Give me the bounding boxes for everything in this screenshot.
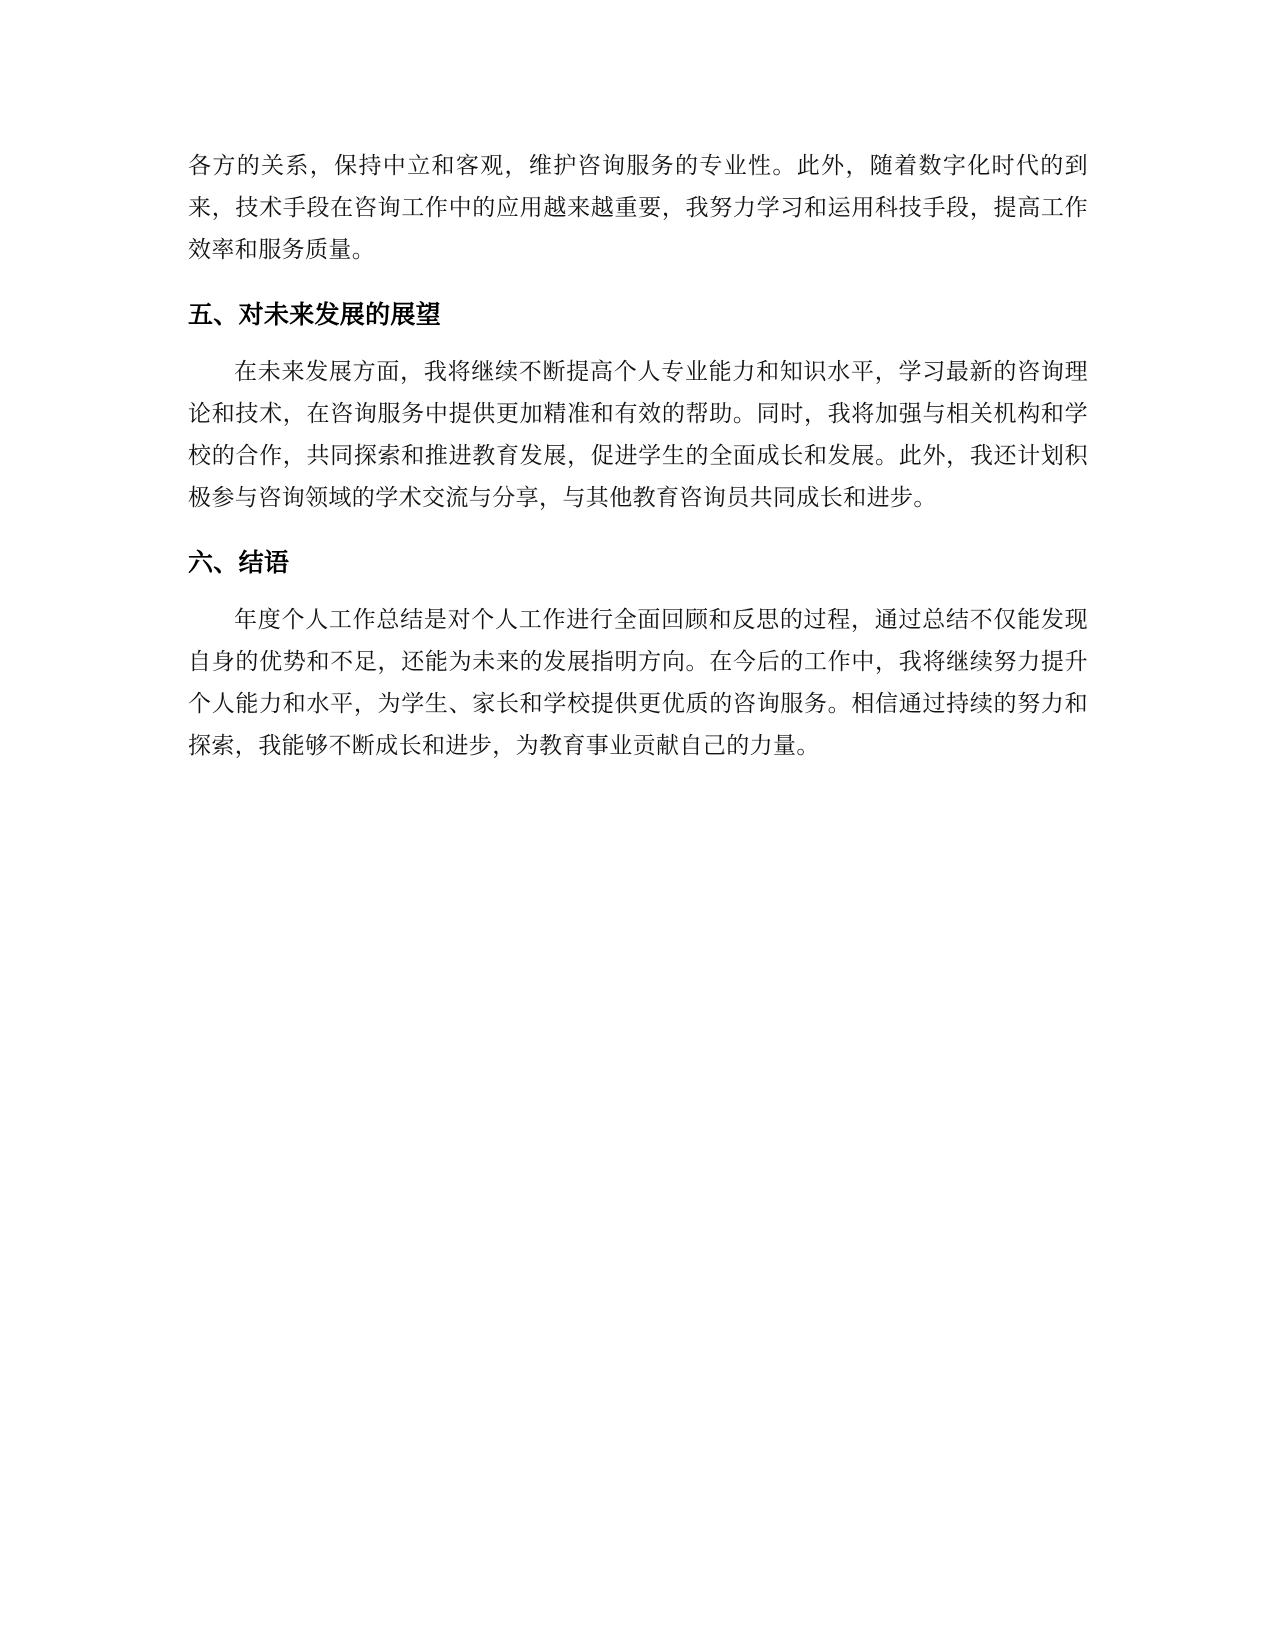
section-heading-6: 六、结语 bbox=[188, 548, 290, 577]
section-paragraph-5: 在未来发展方面，我将继续不断提高个人专业能力和知识水平，学习最新的咨询理论和技术，在咨询服务中提供更加精准和有效的帮助。同时，我将加强与相关机构和学校的合作，共同探索和推进教育发展，促进学生的全面成长和发展。此外，我还计划积极参与咨询领域的学术交流与分享，与其他教育咨询员共同成长和进步。 bbox=[188, 359, 1088, 511]
section-paragraph-6: 年度个人工作总结是对个人工作进行全面回顾和反思的过程，通过总结不仅能发现自身的优势和不足，还能为未来的发展指明方向。在今后的工作中，我将继续努力提升个人能力和水平，为学生、家长和学校提供更优质的咨询服务。相信通过持续的努力和探索，我能够不断成长和进步，为教育事业贡献自己的力量。 bbox=[188, 607, 1088, 759]
section-heading-5: 五、对未来发展的展望 bbox=[188, 300, 442, 329]
intro-paragraph: 各方的关系，保持中立和客观，维护咨询服务的专业性。此外，随着数字化时代的到来，技术手段在咨询工作中的应用越来越重要，我努力学习和运用科技手段，提高工作效率和服务质量。 bbox=[188, 153, 1088, 263]
document-body bbox=[188, 145, 1088, 767]
